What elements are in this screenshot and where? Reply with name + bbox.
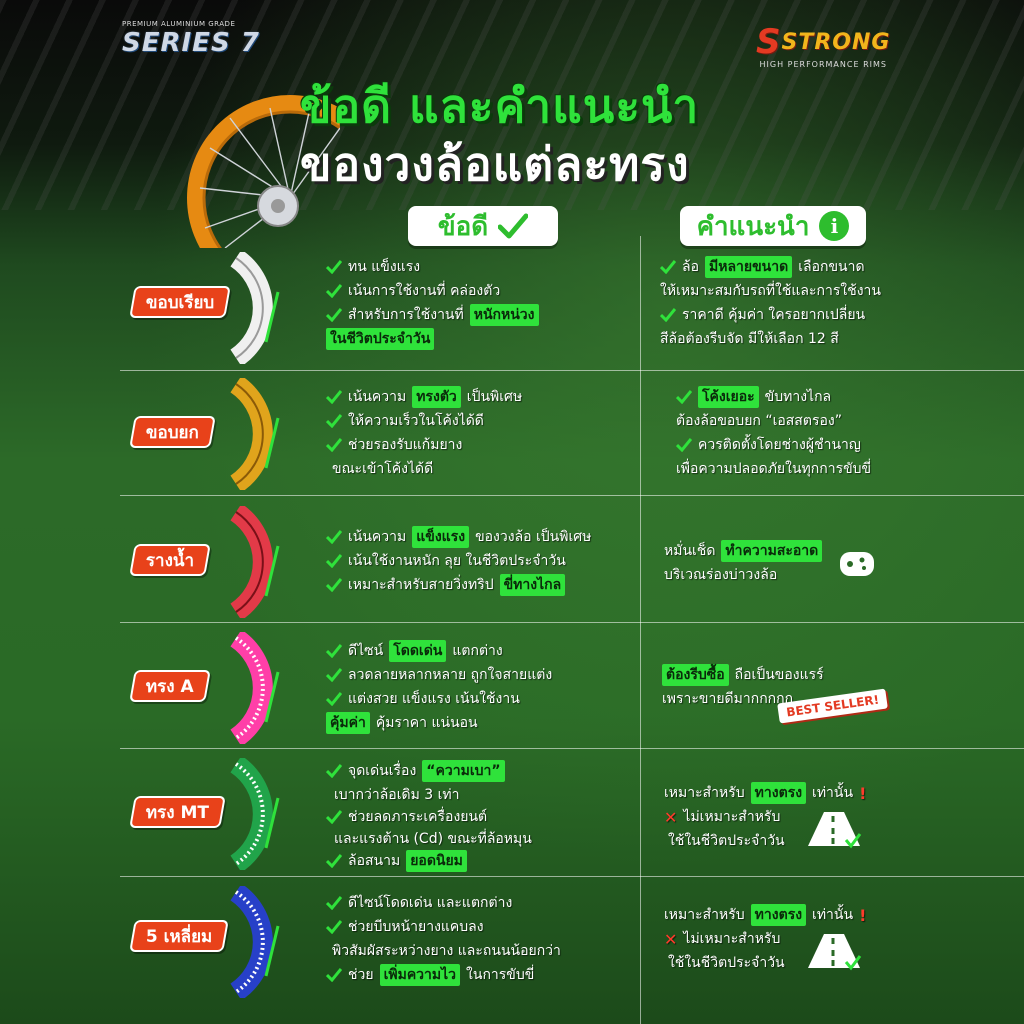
column-divider	[640, 236, 641, 1024]
sponge-icon	[836, 546, 878, 582]
adv-item: ดีไซน์โดดเด่น และแตกต่าง	[326, 892, 512, 914]
check-icon	[326, 644, 342, 658]
rec-item: เหมาะสำหรับ ทางตรง เท่านั้น !	[664, 783, 867, 803]
highlight: หนักหน่วง	[470, 304, 539, 326]
adv-item: เหมาะสำหรับสายวิ่งทริป ขี่ทางไกล	[326, 574, 565, 596]
check-icon	[676, 390, 692, 404]
rec-item: เพื่อความปลอดภัยในทุกการขับขี่	[676, 461, 872, 477]
check-icon	[326, 896, 342, 910]
advantages-header	[408, 206, 558, 246]
rec-item: ราคาดี คุ้มค่า ใครอยากเปลี่ยน	[660, 304, 865, 326]
check-icon	[326, 764, 342, 778]
row-label-type-a: ทรง A	[129, 670, 210, 702]
rec-item: ต้องรีบซื้อ ถือเป็นของแรร์	[662, 664, 824, 686]
check-icon	[326, 968, 342, 982]
adv-item: พิวสัมผัสระหว่างยาง และถนนน้อยกว่า	[332, 943, 561, 959]
adv-item: ลวดลายหลากหลาย ถูกใจสายแต่ง	[326, 664, 552, 686]
check-icon	[326, 554, 342, 568]
adv-item: เน้นใช้งานหนัก ลุย ในชีวิตประจำวัน	[326, 550, 566, 572]
highlight: เพิ่มความไว	[380, 964, 460, 986]
check-icon	[326, 414, 342, 428]
check-icon	[326, 530, 342, 544]
row-label-type-mt: ทรง MT	[129, 796, 226, 828]
check-icon	[326, 854, 342, 868]
exclamation-icon: !	[859, 905, 867, 925]
row-divider	[120, 370, 1024, 371]
recommendations-header-label: คำแนะนำ	[696, 211, 810, 242]
series-subtitle: PREMIUM ALUMINIUM GRADE	[122, 20, 236, 28]
rec-item: ✕ ไม่เหมาะสำหรับ	[664, 929, 781, 949]
cross-icon: ✕	[664, 807, 678, 827]
brand-name: STRONG	[781, 30, 891, 55]
adv-item: ช่วยลดภาระเครื่องยนต์	[326, 806, 487, 828]
series-title: SERIES 7	[122, 28, 260, 58]
rec-item: ล้อ มีหลายขนาด เลือกขนาด	[660, 256, 865, 278]
check-icon	[326, 578, 342, 592]
highlight: มีหลายขนาด	[705, 256, 792, 278]
rim-image-raised-edge	[206, 378, 302, 490]
row-divider	[120, 876, 1024, 877]
adv-item: เบากว่าล้อเดิม 3 เท่า	[334, 787, 460, 803]
info-icon: i	[819, 211, 849, 241]
check-icon	[326, 308, 342, 322]
row-label-flat-edge: ขอบเรียบ	[129, 286, 231, 318]
best-seller-badge: BEST SELLER!	[777, 688, 888, 723]
adv-item: เน้นความ แข็งแรง ของวงล้อ เป็นพิเศษ	[326, 526, 591, 548]
title-line-2: ของวงล้อแต่ละทรง	[300, 137, 690, 191]
check-icon	[326, 260, 342, 274]
recommendations-header	[680, 206, 866, 246]
rim-image-grooved	[206, 506, 302, 618]
row-label-raised-edge: ขอบยก	[129, 416, 216, 448]
highlight: ยอดนิยม	[406, 850, 467, 872]
exclamation-icon: !	[859, 783, 867, 803]
rec-item: ใช้ในชีวิตประจำวัน	[668, 833, 785, 849]
adv-item: เน้นความ ทรงตัว เป็นพิเศษ	[326, 386, 522, 408]
adv-item: ขณะเข้าโค้งได้ดี	[332, 461, 434, 477]
cross-icon: ✕	[664, 929, 678, 949]
check-icon	[326, 920, 342, 934]
rec-item: ใช้ในชีวิตประจำวัน	[668, 955, 785, 971]
check-icon	[660, 260, 676, 274]
check-icon	[326, 668, 342, 682]
adv-item: ล้อสนาม ยอดนิยม	[326, 850, 467, 872]
series-logo	[122, 20, 260, 58]
adv-item: สำหรับการใช้งานที่ หนักหน่วง	[326, 304, 539, 326]
check-icon	[676, 438, 692, 452]
road-icon	[806, 928, 862, 972]
brand-logo	[756, 22, 890, 69]
adv-item: ทน แข็งแรง	[326, 256, 420, 278]
highlight: ทางตรง	[751, 782, 806, 804]
highlight: ต้องรีบซื้อ	[662, 664, 729, 686]
adv-item	[326, 328, 434, 350]
road-icon	[806, 806, 862, 850]
rim-image-type-a	[206, 632, 302, 744]
title-line-1: ข้อดี และคำแนะนำ	[300, 79, 700, 133]
row-divider	[120, 495, 1024, 496]
rec-item: เพราะขายดีมากกกกก	[662, 691, 794, 707]
rec-item: โค้งเยอะ ขับทางไกล	[676, 386, 831, 408]
adv-item: ช่วย เพิ่มความไว ในการขับขี่	[326, 964, 534, 986]
highlight: แข็งแรง	[412, 526, 469, 548]
adv-item: และแรงต้าน (Cd) ขณะที่ล้อหมุน	[334, 831, 532, 847]
adv-item: ดีไซน์ โดดเด่น แตกต่าง	[326, 640, 503, 662]
check-icon	[498, 213, 528, 239]
rec-item: บริเวณร่องบ่าวงล้อ	[664, 567, 778, 583]
highlight: ทำความสะอาด	[721, 540, 822, 562]
adv-item: เน้นการใช้งานที่ คล่องตัว	[326, 280, 500, 302]
brand-logo-text	[756, 22, 890, 62]
check-icon	[326, 810, 342, 824]
check-icon	[660, 308, 676, 322]
row-divider	[120, 622, 1024, 623]
advantages-header-label: ข้อดี	[437, 211, 489, 242]
rec-item: เหมาะสำหรับ ทางตรง เท่านั้น !	[664, 905, 867, 925]
check-icon	[326, 284, 342, 298]
rec-item: ✕ ไม่เหมาะสำหรับ	[664, 807, 781, 827]
highlight: ทรงตัว	[412, 386, 461, 408]
highlight: ทางตรง	[751, 904, 806, 926]
adv-item: ช่วยรองรับแก้มยาง	[326, 434, 462, 456]
row-label-grooved: รางน้ำ	[129, 544, 211, 576]
rec-item: ให้เหมาะสมกับรถที่ใช้และการใช้งาน	[660, 283, 881, 299]
row-divider	[120, 748, 1024, 749]
rec-item: ควรติดตั้งโดยช่างผู้ชำนาญ	[676, 434, 861, 456]
adv-item: ให้ความเร็วในโค้งได้ดี	[326, 410, 484, 432]
highlight: ในชีวิตประจำวัน	[326, 328, 434, 350]
highlight: ขี่ทางไกล	[500, 574, 566, 596]
highlight: โค้งเยอะ	[698, 386, 759, 408]
rec-item: สีล้อต้องรีบจัด มีให้เลือก 12 สี	[660, 331, 839, 347]
check-icon	[326, 692, 342, 706]
adv-item: แต่งสวย แข็งแรง เน้นใช้งาน	[326, 688, 520, 710]
highlight: โดดเด่น	[389, 640, 446, 662]
rec-item: ต้องล้อขอบยก “เอสสตรอง”	[676, 413, 842, 429]
adv-item: ช่วยบีบหน้ายางแคบลง	[326, 916, 484, 938]
highlight: “ความเบา”	[422, 760, 504, 782]
check-icon	[326, 438, 342, 452]
brand-logo-s-mark: S	[756, 22, 782, 62]
adv-item: จุดเด่นเรื่อง “ความเบา”	[326, 760, 505, 782]
check-icon	[326, 390, 342, 404]
adv-item: คุ้มค่า คุ้มราคา แน่นอน	[326, 712, 478, 734]
rec-item: หมั่นเช็ด ทำความสะอาด	[664, 540, 822, 562]
highlight: คุ้มค่า	[326, 712, 370, 734]
row-label-pentagon: 5 เหลี่ยม	[129, 920, 229, 952]
brand-tagline: HIGH PERFORMANCE RIMS	[759, 60, 887, 69]
